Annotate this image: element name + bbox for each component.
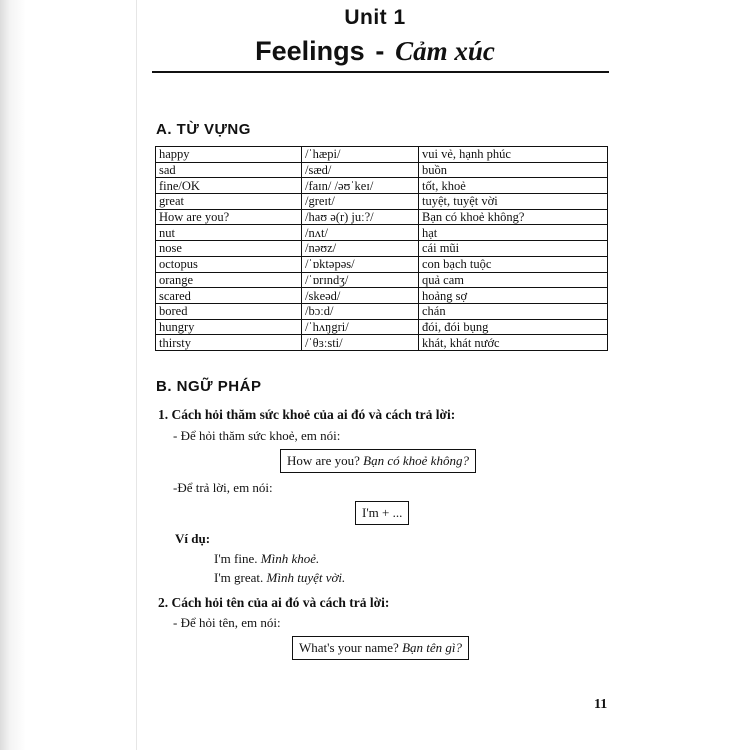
table-row — [156, 272, 608, 288]
vocab-phonetic: /ˈhʌŋgri/ — [302, 319, 419, 335]
box-vietnamese: Bạn có khoẻ không? — [363, 453, 469, 468]
example-1-english: I'm fine. — [214, 551, 258, 566]
table-row — [156, 194, 608, 210]
vocab-phonetic: /ˈɒktəpəs/ — [302, 256, 419, 272]
vocab-phonetic: /nʌt/ — [302, 225, 419, 241]
answer-formula-box: I'm + ... — [355, 501, 409, 525]
vocab-phonetic: /ˈθɜːsti/ — [302, 335, 419, 351]
section-a-heading: A. TỪ VỰNG — [156, 121, 251, 138]
example-2 — [214, 570, 345, 586]
vocab-word: fine/OK — [156, 178, 302, 194]
vocab-meaning: chán — [419, 303, 608, 319]
vocab-meaning: tốt, khoẻ — [419, 178, 608, 194]
vocab-meaning: buồn — [419, 162, 608, 178]
vocab-word: How are you? — [156, 209, 302, 225]
table-row — [156, 335, 608, 351]
vocab-meaning: Bạn có khoẻ không? — [419, 209, 608, 225]
box-english: What's your name? — [299, 640, 399, 655]
vocab-word: hungry — [156, 319, 302, 335]
box-vietnamese: Bạn tên gì? — [402, 640, 462, 655]
table-row — [156, 303, 608, 319]
vocab-meaning: quả cam — [419, 272, 608, 288]
section-b-heading: B. NGỮ PHÁP — [156, 378, 262, 395]
table-row — [156, 256, 608, 272]
page-number: 11 — [594, 697, 608, 712]
title-rule — [152, 71, 609, 73]
question-1-intro: - Để hỏi thăm sức khoẻ, em nói: — [173, 428, 341, 443]
table-row — [156, 209, 608, 225]
vocab-meaning: đói, đói bụng — [419, 319, 608, 335]
vocab-word: happy — [156, 147, 302, 163]
example-1 — [214, 551, 319, 567]
table-row — [156, 147, 608, 163]
vocab-phonetic: /bɔːd/ — [302, 303, 419, 319]
table-row — [156, 288, 608, 304]
title-dash: - — [375, 36, 385, 66]
page-title — [0, 36, 750, 67]
vocab-phonetic: /greɪt/ — [302, 194, 419, 210]
vocab-word: bored — [156, 303, 302, 319]
vocab-phonetic: /skeəd/ — [302, 288, 419, 304]
vocab-meaning: cái mũi — [419, 241, 608, 257]
question-2: 2. Cách hỏi tên của ai đó và cách trả lời: — [158, 595, 390, 610]
vocab-word: sad — [156, 162, 302, 178]
table-row — [156, 225, 608, 241]
table-row — [156, 178, 608, 194]
unit-label: Unit 1 — [344, 6, 406, 29]
example-2-english: I'm great. — [214, 570, 264, 585]
question-2-example-box — [292, 636, 469, 660]
vocab-word: scared — [156, 288, 302, 304]
question-1: 1. Cách hỏi thăm sức khoẻ của ai đó và cách trả lời: — [158, 407, 456, 422]
vocab-phonetic: /haʊ ə(r) juː?/ — [302, 209, 419, 225]
question-1-example-box — [280, 449, 476, 473]
title-english: Feelings — [255, 36, 365, 66]
vocab-word: nut — [156, 225, 302, 241]
vocab-word: orange — [156, 272, 302, 288]
binding-gutter — [136, 0, 137, 750]
example-label: Ví dụ: — [175, 531, 211, 546]
vocab-word: octopus — [156, 256, 302, 272]
vocab-word: thirsty — [156, 335, 302, 351]
question-2-intro: - Để hỏi tên, em nói: — [173, 615, 281, 630]
answer-intro: -Để trả lời, em nói: — [173, 480, 273, 495]
vocabulary-table — [155, 146, 608, 351]
vocab-word: great — [156, 194, 302, 210]
example-1-vietnamese: Mình khoẻ. — [260, 551, 320, 566]
vocab-phonetic: /ˈhæpi/ — [302, 147, 419, 163]
vocab-meaning: hạt — [419, 225, 608, 241]
vocab-meaning: hoảng sợ — [419, 288, 608, 304]
title-vietnamese: Cảm xúc — [395, 36, 495, 66]
vocab-meaning: con bạch tuộc — [419, 256, 608, 272]
table-row — [156, 162, 608, 178]
box-english: How are you? — [287, 453, 360, 468]
vocab-meaning: khát, khát nước — [419, 335, 608, 351]
vocab-word: nose — [156, 241, 302, 257]
table-row — [156, 319, 608, 335]
table-row — [156, 241, 608, 257]
vocab-phonetic: /nəʊz/ — [302, 241, 419, 257]
vocab-phonetic: /sæd/ — [302, 162, 419, 178]
vocab-meaning: tuyệt, tuyệt vời — [419, 194, 608, 210]
example-2-vietnamese: Mình tuyệt vời. — [266, 570, 346, 585]
vocab-meaning: vui vẻ, hạnh phúc — [419, 147, 608, 163]
vocab-phonetic: /faɪn/ /əʊˈkeɪ/ — [302, 178, 419, 194]
vocab-phonetic: /ˈɒrɪndʒ/ — [302, 272, 419, 288]
